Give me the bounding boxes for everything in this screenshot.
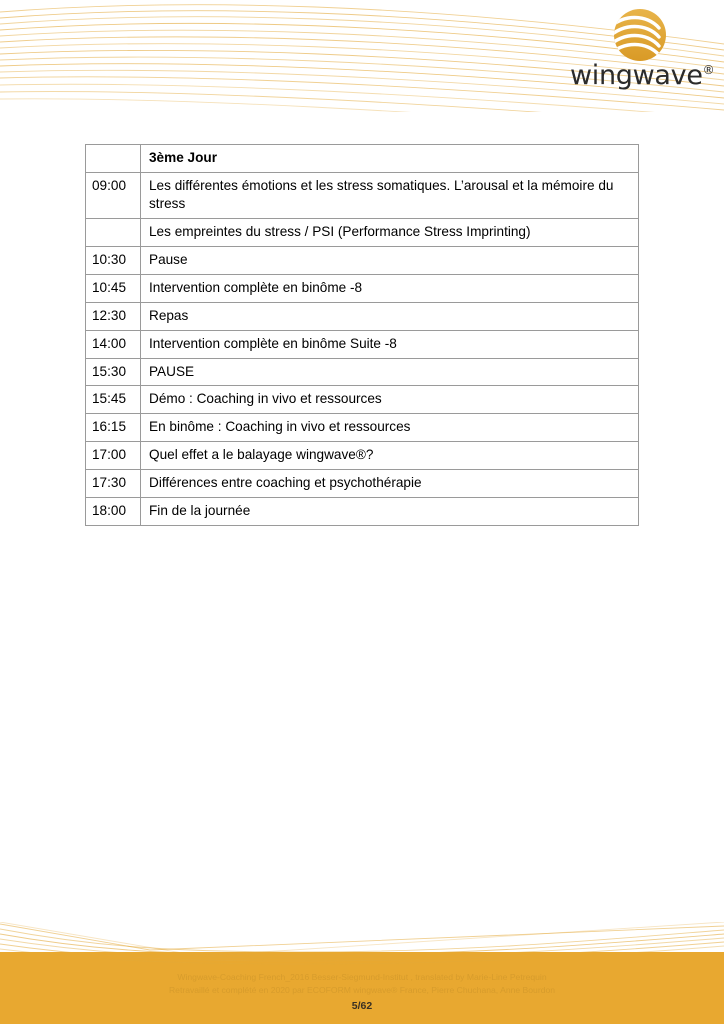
schedule-table <box>85 144 639 526</box>
footer-credit-line-2: Retravaillé et complété en 2020 par ECOFORM wingwave® France, Pierre Chuchana, Anne Bourdon <box>168 984 556 995</box>
brand-wordmark <box>570 60 715 91</box>
schedule-activity-cell: Différences entre coaching et psychothérapie <box>141 470 639 498</box>
table-row <box>86 414 639 442</box>
schedule-activity-cell: PAUSE <box>141 358 639 386</box>
schedule-activity-cell: Fin de la journée <box>141 498 639 526</box>
table-row <box>86 442 639 470</box>
schedule-time-cell <box>86 218 141 246</box>
schedule-table-container <box>85 144 638 526</box>
schedule-activity-cell: Pause <box>141 246 639 274</box>
table-row <box>86 358 639 386</box>
table-row <box>86 386 639 414</box>
schedule-activity-cell: Intervention complète en binôme -8 <box>141 274 639 302</box>
schedule-table-body <box>86 172 639 525</box>
schedule-activity-cell: Quel effet a le balayage wingwave®? <box>141 442 639 470</box>
schedule-time-cell: 10:45 <box>86 274 141 302</box>
schedule-activity-cell: Repas <box>141 302 639 330</box>
schedule-time-cell: 17:00 <box>86 442 141 470</box>
schedule-activity-cell: Les différentes émotions et les stress somatiques. L’arousal et la mémoire du stress <box>141 172 639 218</box>
table-row <box>86 172 639 218</box>
brand-name-text: wingwave <box>570 60 703 91</box>
footer-credit-line-1: Wingwave-Coaching French_2016 Besser-Siegmund-Institut , translated by Marie-Line Petrequin <box>177 972 547 983</box>
table-header-row <box>86 145 639 173</box>
schedule-time-cell: 15:30 <box>86 358 141 386</box>
schedule-activity-cell: Les empreintes du stress / PSI (Performance Stress Imprinting) <box>141 218 639 246</box>
header-time-cell <box>86 145 141 173</box>
table-row <box>86 218 639 246</box>
table-row <box>86 330 639 358</box>
schedule-activity-cell: Intervention complète en binôme Suite -8 <box>141 330 639 358</box>
table-row <box>86 498 639 526</box>
table-row <box>86 274 639 302</box>
page-number: 5/62 <box>351 1000 373 1012</box>
schedule-time-cell: 12:30 <box>86 302 141 330</box>
table-row <box>86 470 639 498</box>
header-day-cell: 3ème Jour <box>141 145 639 173</box>
schedule-time-cell: 15:45 <box>86 386 141 414</box>
schedule-activity-cell: En binôme : Coaching in vivo et ressources <box>141 414 639 442</box>
wingwave-circle-logo-icon <box>613 8 667 62</box>
brand-logo <box>570 8 715 94</box>
schedule-time-cell: 10:30 <box>86 246 141 274</box>
schedule-time-cell: 09:00 <box>86 172 141 218</box>
schedule-activity-cell: Démo : Coaching in vivo et ressources <box>141 386 639 414</box>
registered-mark: ® <box>702 63 715 77</box>
table-row <box>86 302 639 330</box>
schedule-time-cell: 17:30 <box>86 470 141 498</box>
schedule-time-cell: 14:00 <box>86 330 141 358</box>
schedule-time-cell: 16:15 <box>86 414 141 442</box>
table-row <box>86 246 639 274</box>
footer-credit-text <box>0 971 724 996</box>
schedule-time-cell: 18:00 <box>86 498 141 526</box>
